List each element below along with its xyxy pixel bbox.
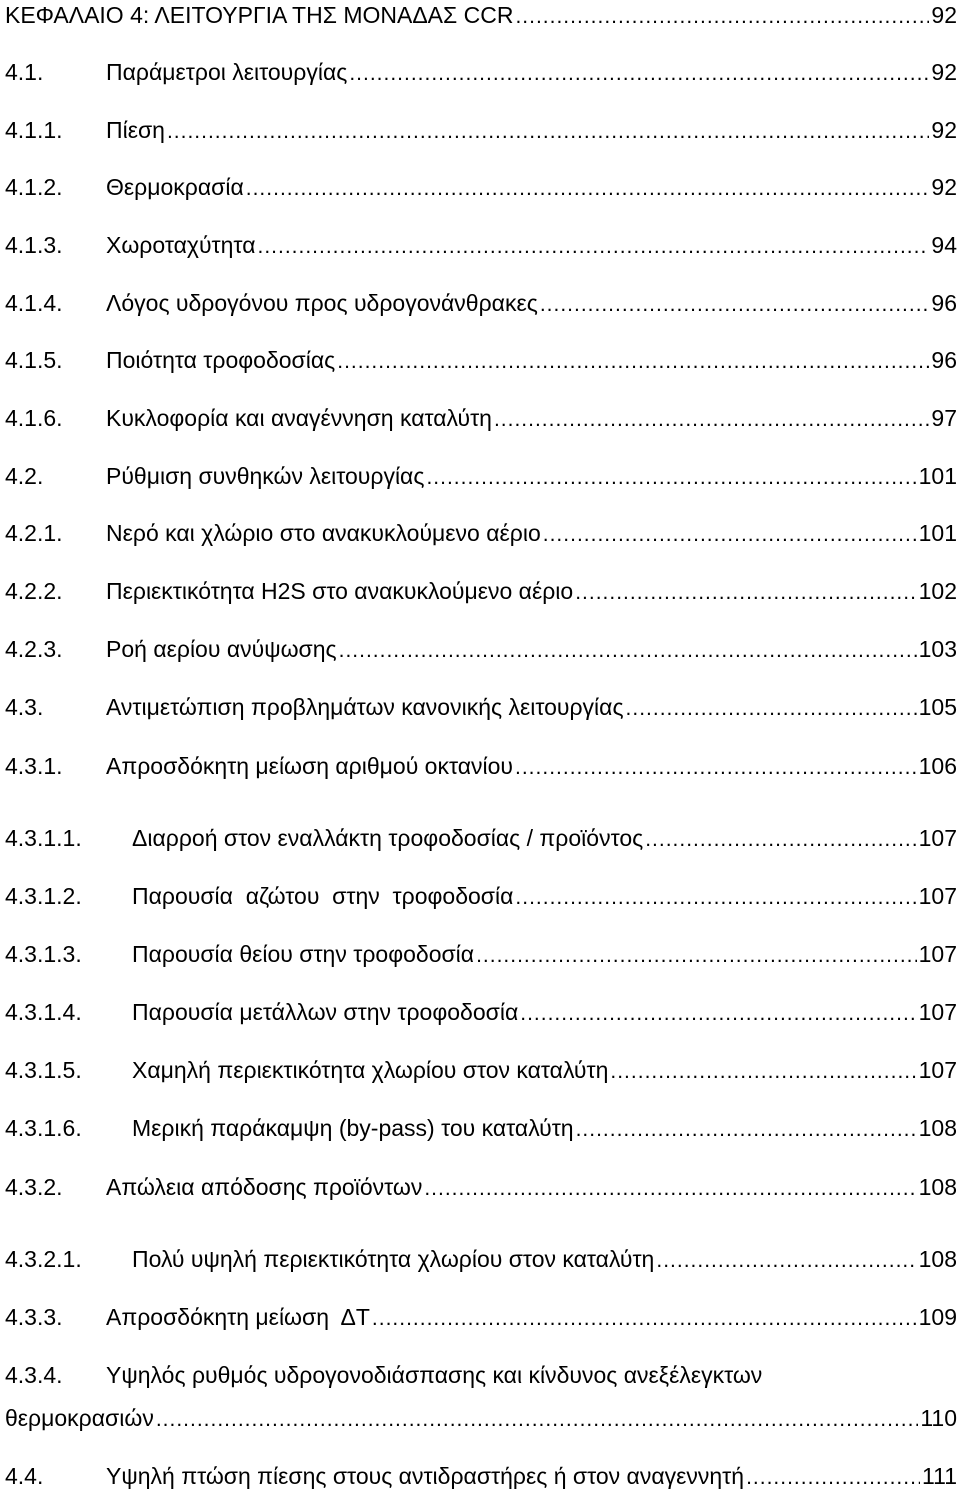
toc-entry-number: 4.4. <box>5 1463 44 1489</box>
toc-entry-number: 4.3.1.3. <box>5 941 82 967</box>
toc-entry[interactable] <box>5 751 957 781</box>
toc-entry-page: 110 <box>920 1405 957 1431</box>
toc-entry-page: 108 <box>918 1115 957 1141</box>
toc-entry-title: Αντιμετώπιση προβλημάτων κανονικής λειτουργίας <box>106 694 624 720</box>
toc-entry-number: 4.1.4. <box>5 290 63 316</box>
toc-entry-number: 4.2.2. <box>5 578 63 604</box>
toc-leader-dots <box>372 1304 917 1334</box>
toc-entry-title: Διαρροή στον εναλλάκτη τροφοδοσίας / προϊόντος <box>132 825 644 851</box>
toc-leader-dots <box>476 941 917 971</box>
toc-entry-page: 92 <box>931 174 957 200</box>
toc-entry-number: 4.3.3. <box>5 1304 63 1330</box>
toc-entry-title: ΚΕΦΑΛΑΙΟ 4: ΛΕΙΤΟΥΡΓΙΑ ΤΗΣ ΜΟΝΑΔΑΣ CCR <box>5 2 514 28</box>
toc-leader-dots <box>349 59 929 89</box>
toc-entry-title: Περιεκτικότητα H2S στο ανακυκλούμενο αέριο <box>106 578 574 604</box>
toc-entry-title-continued: θερμοκρασιών <box>5 1405 154 1431</box>
toc-entry-number: 4.3.1.2. <box>5 883 82 909</box>
toc-entry-page: 109 <box>918 1304 957 1330</box>
toc-entry-number: 4.2.1. <box>5 520 63 546</box>
toc-entry-page: 102 <box>918 578 957 604</box>
toc-leader-dots <box>610 1057 916 1087</box>
toc-leader-dots <box>515 753 917 783</box>
toc-entry-page: 96 <box>931 347 957 373</box>
toc-entry-title: Παρουσία μετάλλων στην τροφοδοσία <box>132 999 519 1025</box>
toc-entry[interactable] <box>5 1172 957 1202</box>
toc-entry-title: Παράμετροι λειτουργίας <box>106 59 348 85</box>
toc-entry-page: 92 <box>931 2 957 28</box>
toc-entry-page: 107 <box>918 999 957 1025</box>
toc-leader-dots <box>656 1246 916 1276</box>
toc-entry[interactable] <box>5 345 957 375</box>
toc-entry-title: Παρουσία αζώτου στην τροφοδοσία <box>132 883 514 909</box>
toc-entry-page: 107 <box>918 883 957 909</box>
toc-entry-page: 105 <box>918 694 957 720</box>
toc-entry-number: 4.1.6. <box>5 405 63 431</box>
toc-entry[interactable] <box>5 997 957 1027</box>
toc-entry[interactable] <box>5 692 957 722</box>
toc-entry-page: 101 <box>918 520 957 546</box>
toc-entry-number: 4.3.2. <box>5 1174 63 1200</box>
toc-entry[interactable] <box>5 1055 957 1085</box>
toc-entry[interactable] <box>5 1302 957 1332</box>
toc-entry-page: 107 <box>918 1057 957 1083</box>
toc-entry[interactable] <box>5 0 957 30</box>
toc-entry-number: 4.1.2. <box>5 174 63 200</box>
toc-entry[interactable] <box>5 881 957 911</box>
toc-leader-dots <box>645 825 916 855</box>
toc-leader-dots <box>258 232 930 262</box>
toc-entry-page: 96 <box>931 290 957 316</box>
toc-entry[interactable] <box>5 403 957 433</box>
toc-leader-dots <box>494 405 929 435</box>
toc-leader-dots <box>515 2 929 32</box>
toc-entry[interactable] <box>5 57 957 87</box>
toc-entry[interactable] <box>5 115 957 145</box>
toc-entry-title: Υψηλή πτώση πίεσης στους αντιδραστήρες ή στον αναγεννητή <box>106 1463 745 1489</box>
toc-entry-page: 103 <box>918 636 957 662</box>
toc-entry-title: Απροσδόκητη μείωση ΔT <box>106 1304 370 1330</box>
toc-entry-page: 92 <box>931 59 957 85</box>
toc-leader-dots <box>337 347 929 377</box>
toc-entry-number: 4.3.2.1. <box>5 1246 82 1272</box>
toc-leader-dots <box>746 1463 920 1493</box>
toc-entry[interactable] <box>5 576 957 606</box>
toc-entry-page: 111 <box>922 1463 957 1489</box>
toc-entry-number: 4.3. <box>5 694 44 720</box>
toc-leader-dots <box>424 1174 916 1204</box>
toc-entry[interactable] <box>5 823 957 853</box>
toc-entry-page: 92 <box>931 117 957 143</box>
toc-entry-page: 107 <box>918 825 957 851</box>
toc-entry-title: Υψηλός ρυθμός υδρογονοδιάσπασης και κίνδυνος ανεξέλεγκτων <box>106 1362 763 1388</box>
toc-entry-number: 4.3.1.5. <box>5 1057 82 1083</box>
toc-entry-page: 107 <box>918 941 957 967</box>
toc-entry-page: 101 <box>918 463 957 489</box>
toc-entry[interactable] <box>5 288 957 318</box>
toc-entry-title: Ροή αερίου ανύψωσης <box>106 636 337 662</box>
toc-entry-page: 106 <box>918 753 957 779</box>
toc-entry-title: Χαμηλή περιεκτικότητα χλωρίου στον καταλύτη <box>132 1057 609 1083</box>
toc-entry[interactable] <box>5 230 957 260</box>
toc-entry-title: Ποιότητα τροφοδοσίας <box>106 347 336 373</box>
toc-entry-title: Πίεση <box>106 117 165 143</box>
toc-entry[interactable] <box>5 172 957 202</box>
toc-entry-wrapped-line1[interactable] <box>5 1360 957 1390</box>
toc-entry-title: Χωροταχύτητα <box>106 232 256 258</box>
toc-entry-page: 108 <box>918 1174 957 1200</box>
toc-leader-dots <box>515 883 916 913</box>
toc-entry-title: Απώλεια απόδοσης προϊόντων <box>106 1174 423 1200</box>
toc-entry-number: 4.3.1.4. <box>5 999 82 1025</box>
toc-leader-dots <box>575 578 916 608</box>
toc-entry-title: Θερμοκρασία <box>106 174 244 200</box>
toc-entry-number: 4.3.1.6. <box>5 1115 82 1141</box>
toc-entry[interactable] <box>5 634 957 664</box>
toc-entry-number: 4.2.3. <box>5 636 63 662</box>
toc-entry-number: 4.1. <box>5 59 44 85</box>
toc-leader-dots <box>520 999 916 1029</box>
toc-entry-number: 4.2. <box>5 463 44 489</box>
toc-leader-dots <box>426 463 916 493</box>
toc-leader-dots <box>156 1405 919 1435</box>
toc-leader-dots <box>543 520 917 550</box>
toc-entry[interactable] <box>5 939 957 969</box>
toc-entry-number: 4.3.4. <box>5 1362 63 1388</box>
toc-entry[interactable] <box>5 461 957 491</box>
toc-entry-title: Μερική παράκαμψη (by-pass) του καταλύτη <box>132 1115 574 1141</box>
toc-entry-page: 97 <box>931 405 957 431</box>
toc-entry-number: 4.3.1.1. <box>5 825 82 851</box>
toc-entry[interactable] <box>5 1461 957 1491</box>
toc-entry-wrapped-line2[interactable] <box>5 1403 957 1433</box>
toc-entry-title: Λόγος υδρογόνου προς υδρογονάνθρακες <box>106 290 538 316</box>
toc-entry[interactable] <box>5 1113 957 1143</box>
toc-entry-number: 4.3.1. <box>5 753 63 779</box>
toc-entry-title: Απροσδόκητη μείωση αριθμού οκτανίου <box>106 753 514 779</box>
toc-entry-number: 4.1.5. <box>5 347 63 373</box>
toc-leader-dots <box>339 636 917 666</box>
toc-leader-dots <box>246 174 930 204</box>
toc-entry-title: Κυκλοφορία και αναγέννηση καταλύτη <box>106 405 492 431</box>
toc-entry-title: Παρουσία θείου στην τροφοδοσία <box>132 941 475 967</box>
toc-entry-title: Πολύ υψηλή περιεκτικότητα χλωρίου στον καταλύτη <box>132 1246 655 1272</box>
toc-entry[interactable] <box>5 518 957 548</box>
toc-entry-page: 108 <box>918 1246 957 1272</box>
toc-entry-title: Ρύθμιση συνθηκών λειτουργίας <box>106 463 425 489</box>
toc-entry[interactable] <box>5 1244 957 1274</box>
toc-leader-dots <box>540 290 930 320</box>
toc-entry-number: 4.1.1. <box>5 117 63 143</box>
toc-leader-dots <box>576 1115 917 1145</box>
toc-entry-number: 4.1.3. <box>5 232 63 258</box>
toc-leader-dots <box>626 694 917 724</box>
toc-entry-page: 94 <box>931 232 957 258</box>
toc-entry-title: Νερό και χλώριο στο ανακυκλούμενο αέριο <box>106 520 541 546</box>
toc-leader-dots <box>167 117 929 147</box>
